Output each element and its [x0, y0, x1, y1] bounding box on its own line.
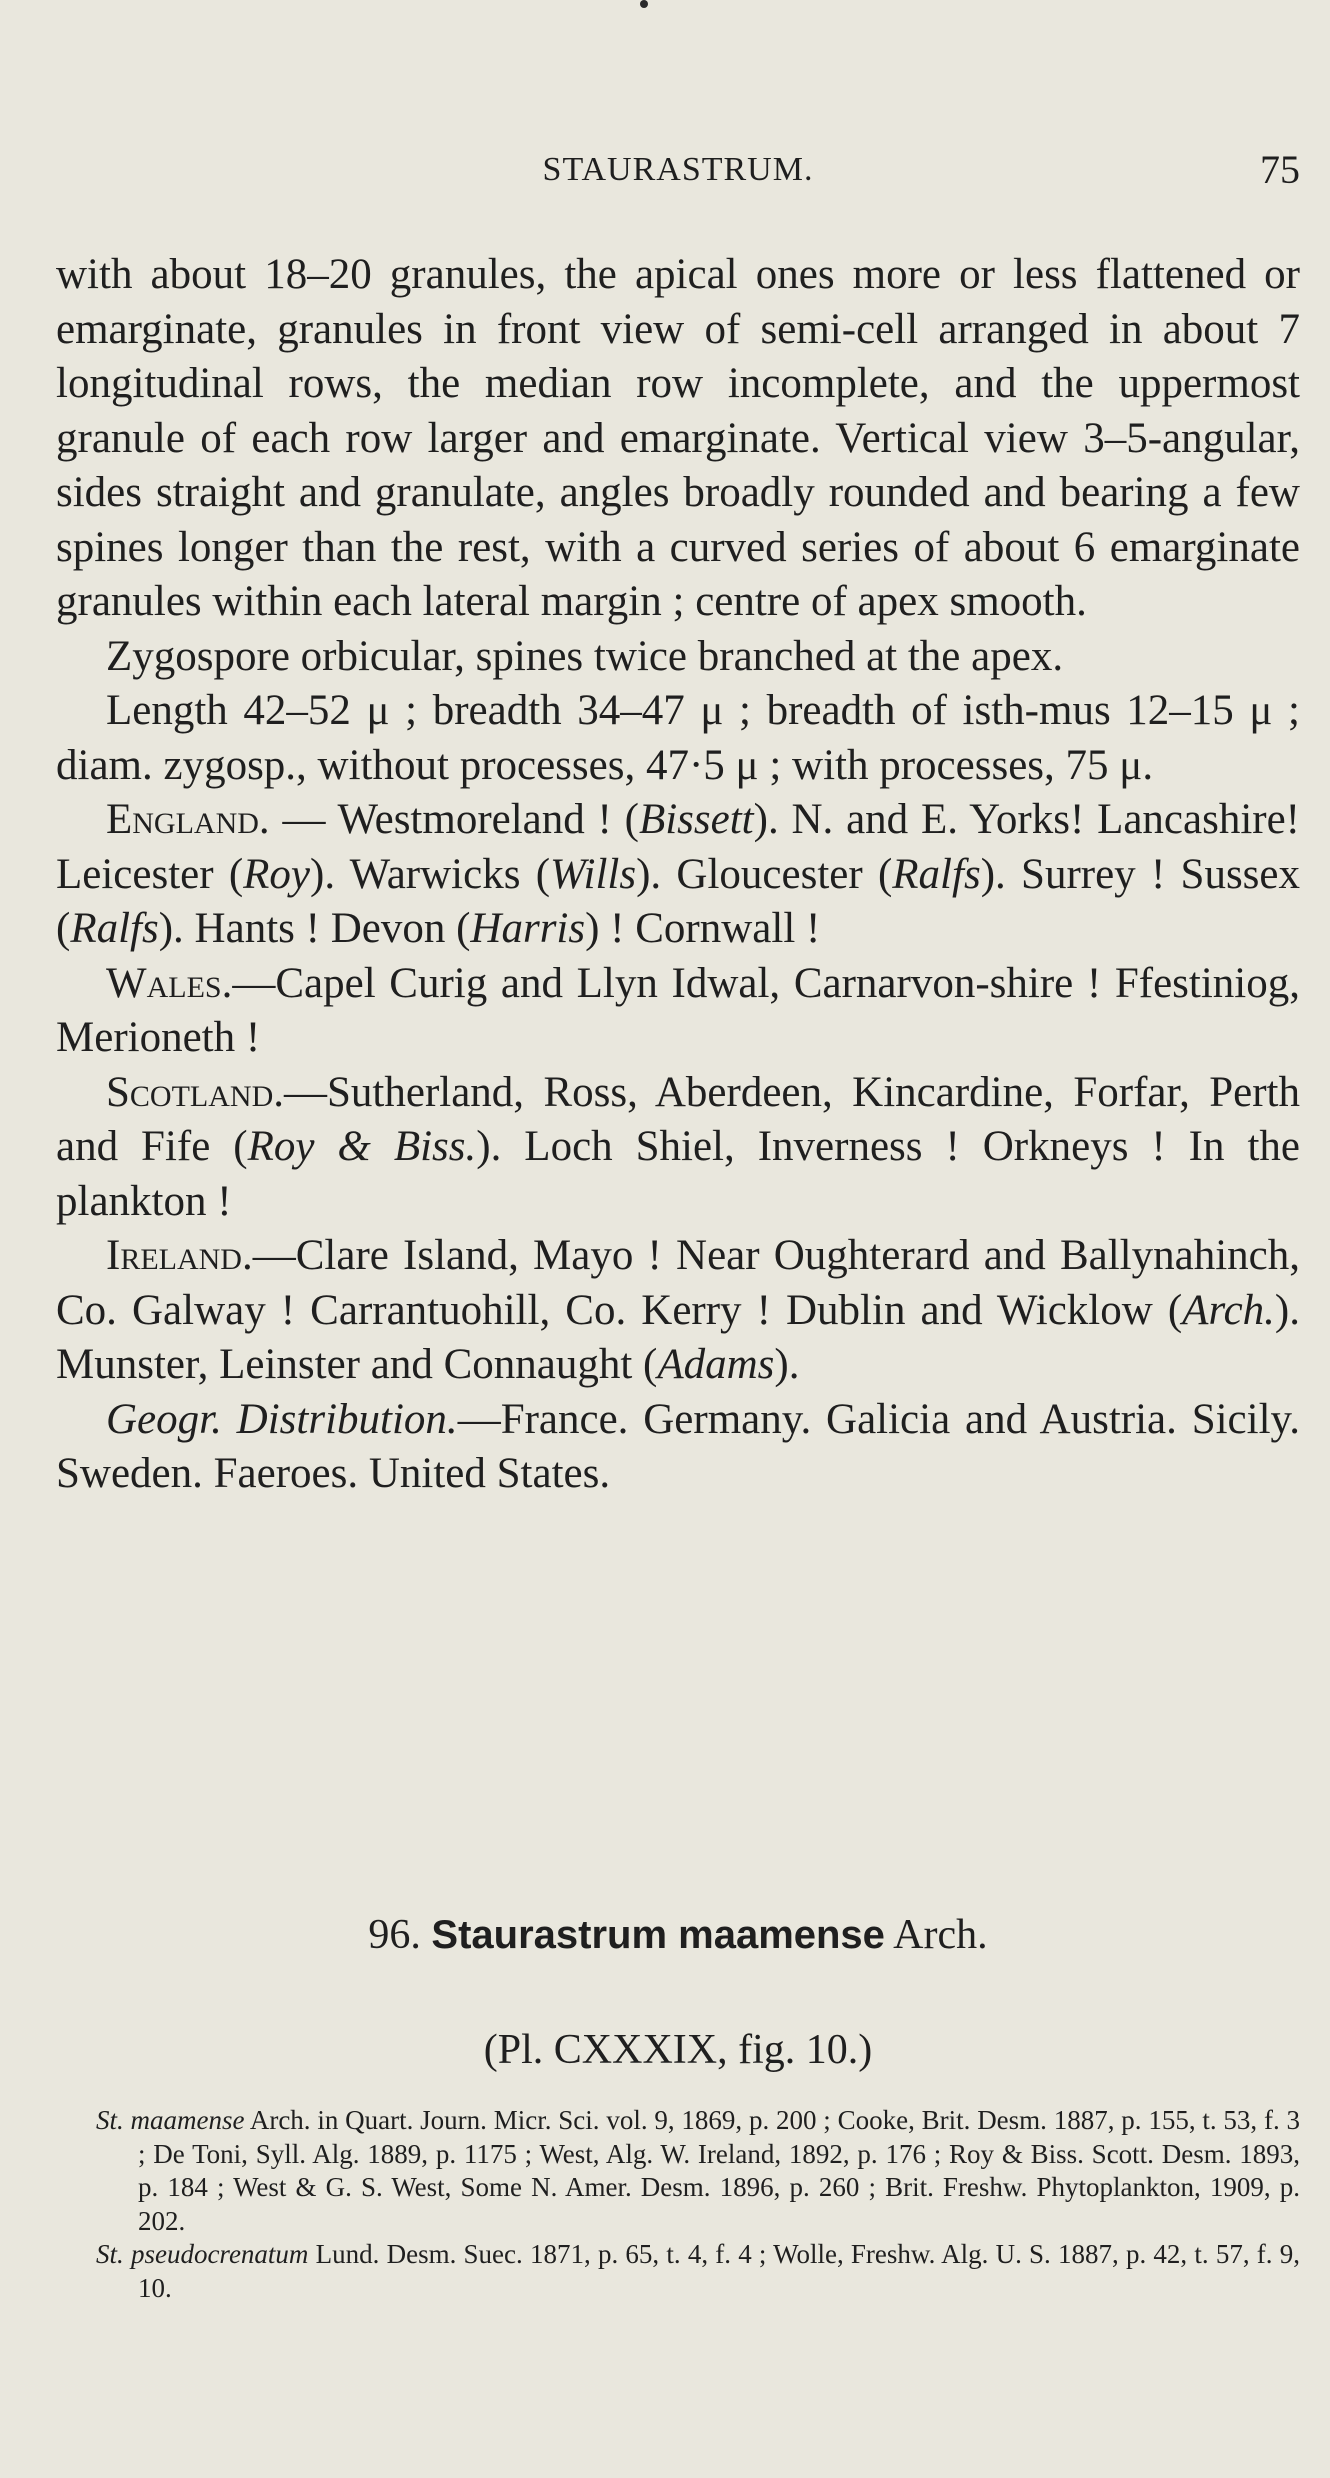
- species-name: Staurastrum maamense: [431, 1913, 885, 1957]
- description-text: [56, 248, 1300, 1502]
- scotland-paragraph: Scotland.—Sutherland, Ross, Aberdeen, Kincardine, Forfar, Perth and Fife (Roy & Biss.). Loch Shiel, Inverness ! Orkneys ! In the plankton !: [56, 1068, 1300, 1225]
- measurements-paragraph: Length 42–52 μ ; breadth 34–47 μ ; breadth of isth-mus 12–15 μ ; diam. zygosp., without processes, 47·5 μ ; with processes, 75 μ.: [56, 687, 1300, 789]
- distribution-paragraph: Geogr. Distribution.—France. Germany. Galicia and Austria. Sicily. Sweden. Faeroes. United States.: [56, 1395, 1300, 1497]
- ireland-paragraph: Ireland.—Clare Island, Mayo ! Near Oughterard and Ballynahinch, Co. Galway ! Carrantuohill, Co. Kerry ! Dublin and Wicklow (Arch.). Munster, Leinster and Connaught (Adams).: [56, 1232, 1300, 1388]
- region-label-ireland: Ireland.: [106, 1232, 253, 1279]
- region-label-scotland: Scotland.: [106, 1068, 284, 1116]
- zygospore-paragraph: Zygospore orbicular, spines twice branched at the apex.: [106, 632, 1064, 680]
- region-label-wales: Wales.: [106, 959, 233, 1007]
- synonym-name: St. pseudocrenatum: [96, 2239, 309, 2269]
- reference-entry: St. maamense Arch. in Quart. Journ. Micr. Sci. vol. 9, 1869, p. 200 ; Cooke, Brit. Desm. 1887, p. 155, t. 53, f. 3 ; De Toni, Syll. Alg. 1889, p. 1175 ; West, Alg. W. Ireland, 1892, p. 176 ; Roy & Biss. Scott. Desm. 1893, p. 184 ; West & G. S. West, Some N. Amer. Desm. 1896, p. 260 ; Brit. Freshw. Phytoplankton, 1909, p. 202.: [96, 2105, 1300, 2236]
- running-head: [56, 140, 1300, 200]
- synonym-name: St. maamense: [96, 2105, 245, 2135]
- description-paragraph: with about 18–20 granules, the apical ones more or less flattened or emarginate, granules in front view of semi-cell arranged in about 7 longitudinal rows, the median row incomplete, and the uppermost granule of each row larger and emarginate. Vertical view 3–5-angular, sides straight and granulate, angles broadly rounded and bearing a few spines longer than the rest, with a curved series of about 6 emarginate granules within each lateral margin ; centre of apex smooth.: [56, 251, 1300, 625]
- species-number: 96.: [368, 1912, 421, 1958]
- distribution-label: Geogr. Distribution.: [106, 1395, 458, 1443]
- reference-entry: St. pseudocrenatum Lund. Desm. Suec. 1871, p. 65, t. 4, f. 4 ; Wolle, Freshw. Alg. U. S. 1887, p. 42, t. 57, f. 9, 10.: [96, 2239, 1301, 2303]
- ink-speck: [640, 0, 648, 8]
- synonymy-references: [96, 2104, 1300, 2305]
- species-heading: [56, 1905, 1300, 1965]
- plate-reference: (Pl. CXXXIX, fig. 10.): [483, 2027, 873, 2073]
- running-title: STAURASTRUM.: [542, 151, 814, 188]
- england-paragraph: England. — Westmoreland ! (Bissett). N. and E. Yorks! Lancashire! Leicester (Roy). Warwicks (Wills). Gloucester (Ralfs). Surrey ! Sussex (Ralfs). Hants ! Devon (Harris) ! Cornwall !: [56, 796, 1301, 952]
- species-authority: Arch.: [893, 1912, 988, 1958]
- wales-paragraph: Wales.—Capel Curig and Llyn Idwal, Carnarvon-shire ! Ffestiniog, Merioneth !: [56, 959, 1300, 1061]
- region-label-england: England.: [106, 796, 270, 843]
- page-number: 75: [1260, 147, 1300, 192]
